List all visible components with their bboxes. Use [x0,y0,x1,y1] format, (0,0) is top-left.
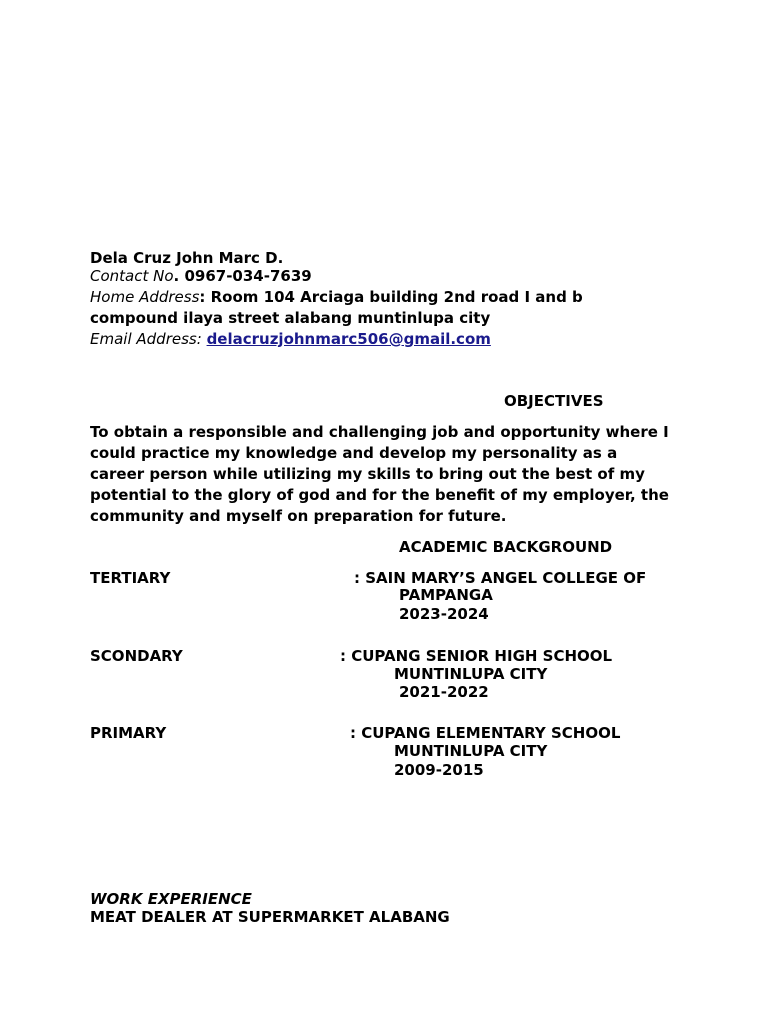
work-heading: WORK EXPERIENCE [90,890,252,908]
objectives-line: potential to the glory of god and for the benefit of my employer, the [90,486,669,504]
tertiary-years: 2023-2024 [399,605,489,623]
primary-years: 2009-2015 [394,761,484,779]
email-row [90,329,491,349]
tertiary-location: PAMPANGA [399,586,493,604]
objectives-line: career person while utilizing my skills to bring out the best of my [90,465,645,483]
objectives-line: community and myself on preparation for future. [90,507,507,525]
primary-location: MUNTINLUPA CITY [394,742,548,760]
contact-value: . 0967-034-7639 [173,267,312,285]
tertiary-label: TERTIARY [90,569,171,587]
objectives-paragraph [90,422,690,527]
work-item: MEAT DEALER AT SUPERMARKET ALABANG [90,908,450,926]
objectives-line: could practice my knowledge and develop my personality as a [90,444,618,462]
secondary-location: MUNTINLUPA CITY [394,665,548,683]
address-line2: compound ilaya street alabang muntinlupa city [90,309,491,327]
email-label: Email Address: [90,330,202,348]
tertiary-school: : SAIN MARY’S ANGEL COLLEGE OF [354,569,647,587]
objectives-line: To obtain a responsible and challenging job and opportunity where I [90,423,669,441]
email-link[interactable]: delacruzjohnmarc506@gmail.com [206,330,491,348]
contact-label: Contact No [90,267,174,285]
address-row [90,287,583,307]
academic-heading: ACADEMIC BACKGROUND [399,538,613,556]
objectives-heading: OBJECTIVES [504,392,604,410]
secondary-label: SCONDARY [90,647,183,665]
secondary-years: 2021-2022 [399,683,489,701]
secondary-school: : CUPANG SENIOR HIGH SCHOOL [340,647,613,665]
address-label: Home Address [90,288,200,306]
primary-label: PRIMARY [90,724,167,742]
contact-row [90,266,312,286]
applicant-name: Dela Cruz John Marc D. [90,249,284,267]
primary-school: : CUPANG ELEMENTARY SCHOOL [350,724,621,742]
address-line1: : Room 104 Arciaga building 2nd road I and b [199,288,583,306]
